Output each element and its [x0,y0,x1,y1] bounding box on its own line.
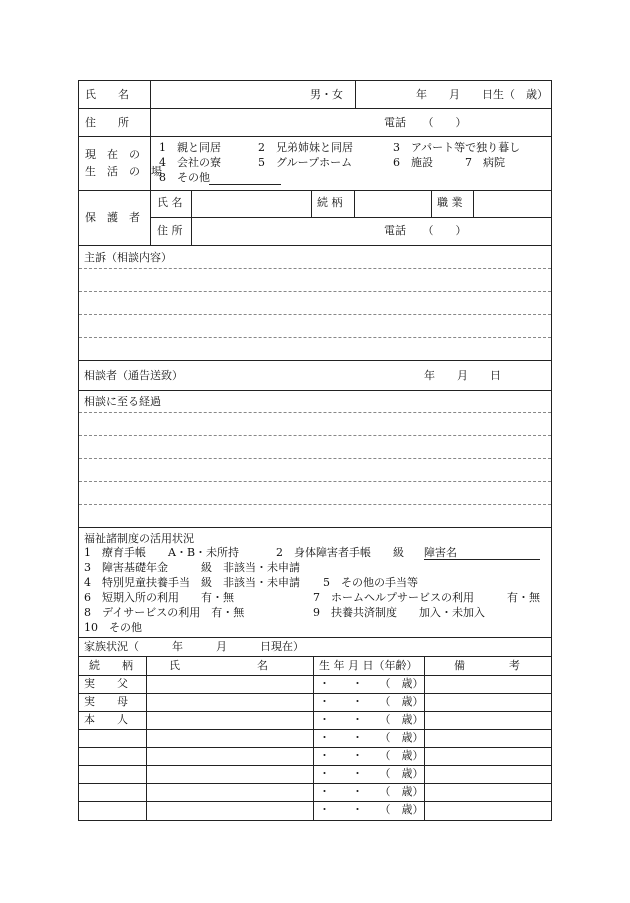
guardian-phone-field[interactable]: 電話 （ ） [384,224,467,237]
row-divider [79,747,551,748]
guardian-label: 保 護 者 [85,211,140,224]
guardian-name-label: 氏 名 [157,196,183,209]
divider [355,81,356,108]
living-option-6[interactable]: 6 施設 [393,156,433,169]
disability-underline [424,559,540,560]
divider [431,191,432,217]
divider [424,656,425,820]
history-field[interactable] [79,413,551,525]
row-divider [151,217,551,218]
row-divider [79,245,551,246]
row-divider [79,390,551,391]
family-row-relation: 本 人 [84,713,128,726]
guardian-address-label: 住 所 [157,224,183,237]
divider [146,656,147,820]
row-divider [79,136,551,137]
family-header-relation: 続 柄 [89,659,133,672]
family-header-remarks: 備 考 [454,659,520,672]
address-field[interactable] [151,109,381,136]
family-row-birth[interactable]: ・ ・ （ 歳） [319,677,424,690]
row-divider [79,783,551,784]
living-option-7[interactable]: 7 病院 [465,156,505,169]
row-divider [79,637,551,638]
welfare-item-5[interactable]: 5 その他の手当等 [323,576,418,589]
row-divider [79,729,551,730]
complaint-label: 主訴（相談内容） [84,251,172,264]
row-divider [79,801,551,802]
family-row-relation: 実 母 [84,695,128,708]
guardian-name-field[interactable] [192,191,310,217]
row-divider [79,765,551,766]
family-row-birth[interactable]: ・ ・ （ 歳） [319,767,424,780]
row-divider [79,360,551,361]
complaint-field[interactable] [79,269,551,359]
family-row-birth[interactable]: ・ ・ （ 歳） [319,695,424,708]
family-row-birth[interactable]: ・ ・ （ 歳） [319,713,424,726]
consultant-date-field[interactable]: 年 月 日 [424,369,501,382]
history-label: 相談に至る経過 [84,395,161,408]
family-row-relation: 実 父 [84,677,128,690]
address-label: 住 所 [85,116,129,129]
living-option-3[interactable]: 3 アパート等で独り暮し [393,141,521,154]
family-header-birth: 生 年 月 日（年齢） [319,659,418,672]
consultation-form [78,80,552,821]
divider [311,191,312,217]
welfare-item-7[interactable]: 7 ホームヘルプサービスの利用 [313,591,474,604]
living-option-8[interactable]: 8 その他 [159,171,210,184]
family-row-birth[interactable]: ・ ・ （ 歳） [319,785,424,798]
family-header-name: 氏 名 [169,659,268,672]
welfare-item-1[interactable]: 1 療育手帳 A・B・未所持 [84,546,240,559]
row-divider [79,711,551,712]
phone-field[interactable]: 電話 （ ） [384,116,467,129]
living-option-5[interactable]: 5 グループホーム [258,156,353,169]
living-label-line1: 現 在 の [85,148,140,161]
row-divider [79,675,551,676]
welfare-item-9[interactable]: 9 扶養共済制度 加入・未加入 [313,606,485,619]
other-underline [209,184,281,185]
name-label: 氏 名 [85,88,129,101]
guardian-relation-label: 続 柄 [317,196,343,209]
guardian-job-label: 職 業 [437,196,463,209]
living-label-line2: 生 活 の 場 [85,165,162,178]
living-option-4[interactable]: 4 会社の寮 [159,156,221,169]
gender-select[interactable]: 男・女 [310,88,343,101]
birth-date-field[interactable]: 年 月 日生（ 歳） [416,88,548,101]
family-row-birth[interactable]: ・ ・ （ 歳） [319,731,424,744]
divider [150,191,151,245]
consultant-label: 相談者（通告送致） [84,369,183,382]
family-row-birth[interactable]: ・ ・ （ 歳） [319,803,424,816]
welfare-item-2[interactable]: 2 身体障害者手帳 級 [276,546,404,559]
welfare-item-6[interactable]: 6 短期入所の利用 有・無 [84,591,234,604]
row-divider [79,693,551,694]
row-divider [79,656,551,657]
welfare-item-10[interactable]: 10 その他 [84,621,142,634]
welfare-title: 福祉諸制度の活用状況 [84,532,194,545]
divider [313,656,314,820]
disability-name-field[interactable]: 障害名 [424,546,457,559]
family-title: 家族状況（ 年 月 日現在） [84,640,304,653]
living-option-2[interactable]: 2 兄弟姉妹と同居 [258,141,353,154]
welfare-item-3[interactable]: 3 障害基礎年金 級 非該当・未申請 [84,561,300,574]
welfare-item-8[interactable]: 8 デイサービスの利用 有・無 [84,606,245,619]
row-divider [79,527,551,528]
living-option-1[interactable]: 1 親と同居 [159,141,221,154]
guardian-relation-field[interactable] [355,191,430,217]
welfare-item-7-choice[interactable]: 有・無 [507,591,540,604]
family-row-birth[interactable]: ・ ・ （ 歳） [319,749,424,762]
guardian-job-field[interactable] [474,191,551,217]
welfare-item-4[interactable]: 4 特別児童扶養手当 級 非該当・未申請 [84,576,300,589]
